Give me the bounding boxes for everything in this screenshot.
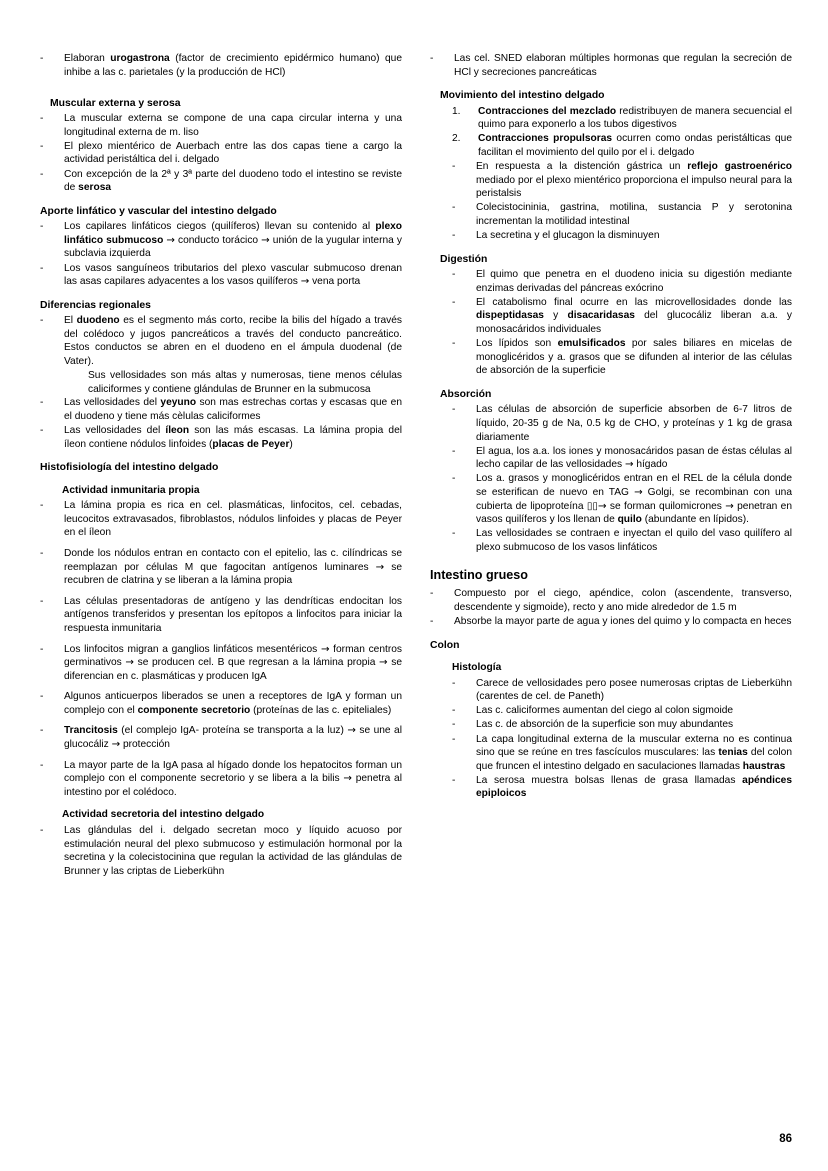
- bulleted-list: [452, 403, 792, 554]
- list-item-text: Las células presentadoras de antígeno y las dendríticas endocitan los antígenos transferidos y presentan los epítopos a linfocitos para iniciar la respuesta inmunitaria: [64, 595, 402, 634]
- dash-bullet: -: [452, 269, 456, 281]
- list-item-text: Elaboran urogastrona (factor de crecimiento epidérmico humano) que inhibe a las c. parietales (y la producción de HCl): [64, 53, 402, 78]
- list-item-text: Las vellosidades del íleon son las más escasas. La lámina propia del íleon contiene nódulos linfoides (placas de Peyer): [64, 424, 403, 450]
- bulleted-list: [40, 314, 402, 368]
- list-item: [430, 587, 792, 614]
- dash-bullet: -: [40, 824, 44, 836]
- list-item: [430, 52, 792, 79]
- list-item: [40, 643, 402, 684]
- dash-bullet: -: [40, 759, 44, 771]
- list-item-text: Las vellosidades del yeyuno son mas estrechas cortas y escasas que en el duodeno y tiene más cèlulas caliciformes: [64, 397, 402, 422]
- list-item: [430, 615, 792, 629]
- sub-subsection-heading: Actividad secretoria del intestino delgado: [62, 809, 265, 821]
- list-item-text: Los lípidos son emulsificados por sales biliares en micelas de monoglicéridos y a. grasos que se difunden al interior de las células de absorción de la superficie: [476, 338, 792, 377]
- list-item: [40, 499, 402, 540]
- dash-bullet: -: [40, 691, 44, 703]
- list-item-text: La capa longitudinal externa de la muscular externa no es continua sino que se reúne en tres fascículos musculares: las tenias del colon que fruncen el intestino delgado en saculaciones llamadas haustras: [476, 733, 792, 772]
- dash-bullet: -: [452, 296, 456, 308]
- dash-bullet: -: [452, 677, 456, 689]
- list-item-text: Los a. grasos y monoglicéridos entran en el REL de la célula donde se esterifican de nuevo en TAG → Golgi, se recombinan con una cubierta de lipoproteína ▯▯→ se forman quilomicrones → penetran en vasos quilíferos y los llenan de quilo (abundante en lípidos).: [476, 473, 793, 526]
- list-item: [452, 733, 792, 774]
- dash-bullet: -: [40, 262, 44, 274]
- bulleted-list: [430, 587, 792, 628]
- list-item: [40, 724, 402, 751]
- spacer: [40, 80, 402, 87]
- dash-bullet: -: [430, 616, 434, 628]
- list-item: [452, 704, 792, 718]
- dash-bullet: -: [40, 500, 44, 512]
- list-item: [452, 677, 792, 704]
- dash-bullet: -: [452, 719, 456, 731]
- list-item-text: La mayor parte de la IgA pasa al hígado donde los hepatocitos forman un complejo con el componente secretorio y se libera a la bilis → penetra al intestino por el colédoco.: [64, 759, 402, 798]
- list-item: [452, 132, 792, 159]
- list-item: [452, 403, 792, 444]
- list-number: 2.: [452, 133, 461, 145]
- list-item: [40, 112, 402, 139]
- list-item-text: Las c. caliciformes aumentan del ciego al colon sigmoide: [476, 705, 734, 717]
- list-item-text: Los vasos sanguíneos tributarios del plexo vascular submucoso drenan las asas capilares adyacentes a los vasos quilíferos → vena porta: [64, 262, 402, 288]
- list-item: [452, 527, 792, 554]
- dash-bullet: -: [430, 588, 434, 600]
- list-item: [452, 201, 792, 228]
- list-item-text: Las c. de absorción de la superficie son muy abundantes: [476, 719, 734, 731]
- list-item: [452, 296, 792, 337]
- list-item-text: Las vellosidades se contraen e inyectan el quilo del vaso quilífero al plexo submucoso de los vasos linfáticos: [476, 528, 792, 553]
- section-heading: Intestino grueso: [430, 568, 528, 583]
- list-item-text: Colecistocininia, gastrina, motilina, sustancia P y serotonina incrementan la motilidad intestinal: [476, 202, 792, 227]
- subsection-heading: Aporte linfático y vascular del intestino delgado: [40, 205, 277, 217]
- dash-bullet: -: [452, 528, 456, 540]
- bulleted-list: [40, 824, 402, 878]
- subsection-heading: Absorción: [440, 388, 492, 400]
- list-item-text: La muscular externa se compone de una capa circular interna y una longitudinal externa de m. liso: [64, 113, 402, 138]
- list-item: [40, 168, 402, 195]
- right-column: [430, 52, 792, 802]
- list-item: [40, 824, 402, 878]
- dash-bullet: -: [40, 547, 44, 559]
- page-number: 86: [779, 1133, 792, 1145]
- dash-bullet: -: [452, 230, 456, 242]
- dash-bullet: -: [40, 725, 44, 737]
- list-item: [452, 472, 792, 526]
- list-item-text: La secretina y el glucagon la disminuyen: [476, 230, 660, 242]
- bulleted-list: [40, 220, 402, 288]
- list-item-text: El agua, los a.a. los iones y monosacáridos pasan de éstas células al lecho capilar de las vellosidades → hígado: [476, 445, 792, 471]
- dash-bullet: -: [40, 315, 44, 327]
- dash-bullet: -: [40, 397, 44, 409]
- list-item-text: Las glándulas del i. delgado secretan moco y líquido acuoso por estimulación neural del plexo submucoso y estimulación hormonal por la secretina y la colecistocinina que regulan la actividad de las glándulas de Brunner y las criptas de Lieberkühn: [64, 824, 402, 877]
- list-item: [40, 262, 402, 289]
- dash-bullet: -: [452, 445, 456, 457]
- list-item: [40, 547, 402, 588]
- dash-bullet: -: [452, 473, 456, 485]
- list-item: [452, 160, 792, 201]
- list-item: [40, 220, 402, 261]
- list-item-text: Con excepción de la 2ª y 3ª parte del duodeno todo el intestino se reviste de serosa: [64, 168, 402, 194]
- subsection-heading: Colon: [430, 639, 460, 651]
- list-item-text: La lámina propia es rica en cel. plasmáticas, linfocitos, cel. cebadas, leucocitos extravasados, fibroblastos, nódulos linfoides y placas de Peyer en el íleon: [64, 500, 402, 539]
- dash-bullet: -: [452, 733, 456, 745]
- bulleted-list: [452, 268, 792, 378]
- list-item: [452, 718, 792, 732]
- list-item-text: El plexo mientérico de Auerbach entre las dos capas tiene a cargo la actividad peristáltica del i. delgado: [64, 140, 402, 166]
- list-item-text: En respuesta a la distención gástrica un reflejo gastroenérico mediado por el plexo mientérico proporciona el impulso neural para la peristalsis: [476, 161, 792, 200]
- list-item-text: Contracciones propulsoras ocurren como ondas peristálticas que facilitan el movimiento del quilo por el i. delgado: [478, 133, 792, 158]
- dash-bullet: -: [40, 113, 44, 125]
- sub-subsection-heading: Histología: [452, 662, 502, 674]
- list-item: [452, 774, 792, 801]
- list-item: [40, 140, 402, 167]
- list-item: [40, 690, 402, 717]
- dash-bullet: -: [40, 168, 44, 180]
- list-item: [452, 337, 792, 378]
- dash-bullet: -: [452, 705, 456, 717]
- ordered-list: [452, 105, 792, 160]
- dash-bullet: -: [430, 53, 434, 64]
- subsection-heading: Histofisiología del intestino delgado: [40, 462, 219, 474]
- page-columns: [40, 52, 792, 879]
- dash-bullet: -: [40, 221, 44, 233]
- list-item-text: Compuesto por el ciego, apéndice, colon (ascendente, transverso, descendente y sigmoide), recto y ano mide alrededor de 1.5 m: [454, 588, 792, 613]
- list-item-text: Los linfocitos migran a ganglios linfáticos mesentéricos → forman centros germinativos → se producen cel. B que regresan a la lámina propia → se diferencian en c. plasmáticas y producen IgA: [64, 643, 402, 682]
- list-number: 1.: [452, 105, 461, 117]
- dash-bullet: -: [40, 643, 44, 655]
- dash-bullet: -: [452, 774, 456, 786]
- list-item-text: Trancitosis (el complejo IgA- proteína se transporta a la luz) → se une al glucocáliz → protección: [64, 725, 402, 751]
- list-item: [40, 396, 402, 423]
- list-item-text: Las cel. SNED elaboran múltiples hormonas que regulan la secreción de HCl y secreciones pancreáticas: [454, 53, 792, 78]
- list-item-text: Algunos anticuerpos liberados se unen a receptores de IgA y forman un complejo con el componente secretorio (proteínas de las c. epiteliales): [64, 691, 402, 716]
- list-item: [40, 595, 402, 636]
- list-item-text: Los capilares linfáticos ciegos (quilíferos) llevan su contenido al plexo linfático submucoso → conducto torácico → unión de la yugular interna y subclavia izquierda: [64, 221, 402, 260]
- bulleted-list: [452, 160, 792, 243]
- dash-bullet: -: [40, 140, 44, 152]
- sub-subsection-heading: Actividad inmunitaria propia: [62, 484, 200, 496]
- bulleted-list: [40, 52, 402, 79]
- list-item: [452, 229, 792, 243]
- list-item: [452, 105, 792, 132]
- subsection-heading: Diferencias regionales: [40, 299, 151, 311]
- paragraph: Sus vellosidades son más altas y numerosas, tiene menos células caliciformes y contiene glándulas de Brunner en la submucosa: [88, 370, 402, 395]
- list-item-text: Las células de absorción de superficie absorben de 6-7 litros de líquido, 20-35 g de Na, 0.5 kg de CHO, y proteínas y 1 kg de grasa diariamente: [476, 404, 792, 443]
- dash-bullet: -: [452, 202, 456, 214]
- list-item-text: El duodeno es el segmento más corto, recibe la bilis del hígado a través del colédoco y jugos pancreáticos a través del conducto pancreático. Estos conductos se abren en el duodeno en el ámpula duodenal (de Vater).: [64, 315, 403, 367]
- subsection-heading: Movimiento del intestino delgado: [440, 90, 605, 102]
- list-item-text: Contracciones del mezclado redistribuyen de manera secuencial el quimo para exponerlo a los tubos digestivos: [478, 105, 793, 131]
- list-item: [40, 314, 402, 368]
- list-item-text: El quimo que penetra en el duodeno inicia su digestión mediante enzimas derivadas del páncreas exócrino: [476, 269, 792, 294]
- bulleted-list: [40, 396, 402, 451]
- bulleted-list: [452, 677, 792, 801]
- list-item-text: Donde los nódulos entran en contacto con el epitelio, las c. cilíndricas se reemplazan por células M que fagocitan antígenos luminares → se recubren de clatrina y se liberan a la lámina propia: [64, 547, 402, 587]
- bulleted-list: [40, 112, 402, 195]
- list-item: [452, 445, 792, 472]
- subsection-heading: Muscular externa y serosa: [50, 97, 181, 109]
- list-item-text: Absorbe la mayor parte de agua y iones del quimo y lo compacta en heces: [454, 616, 792, 628]
- list-item-text: Carece de vellosidades pero posee numerosas criptas de Lieberkühn (carentes de cel. de Paneth): [476, 677, 792, 703]
- dash-bullet: -: [452, 404, 456, 416]
- dash-bullet: -: [40, 424, 44, 436]
- dash-bullet: -: [452, 161, 456, 173]
- bulleted-list: [40, 499, 402, 799]
- left-column: [40, 52, 402, 879]
- dash-bullet: -: [40, 53, 44, 64]
- list-item: [452, 268, 792, 295]
- list-item: [40, 52, 402, 79]
- dash-bullet: -: [40, 595, 44, 607]
- subsection-heading: Digestión: [440, 253, 488, 265]
- list-item-text: El catabolismo final ocurre en las microvellosidades donde las dispeptidasas y disacaridasas del glucocáliz liberan a.a. y monosacáridos individuales: [476, 296, 792, 335]
- list-item: [40, 424, 402, 451]
- bulleted-list: [430, 52, 792, 79]
- dash-bullet: -: [452, 338, 456, 350]
- list-item: [40, 759, 402, 800]
- list-item-text: La serosa muestra bolsas llenas de grasa llamadas apéndices epiploicos: [476, 774, 792, 800]
